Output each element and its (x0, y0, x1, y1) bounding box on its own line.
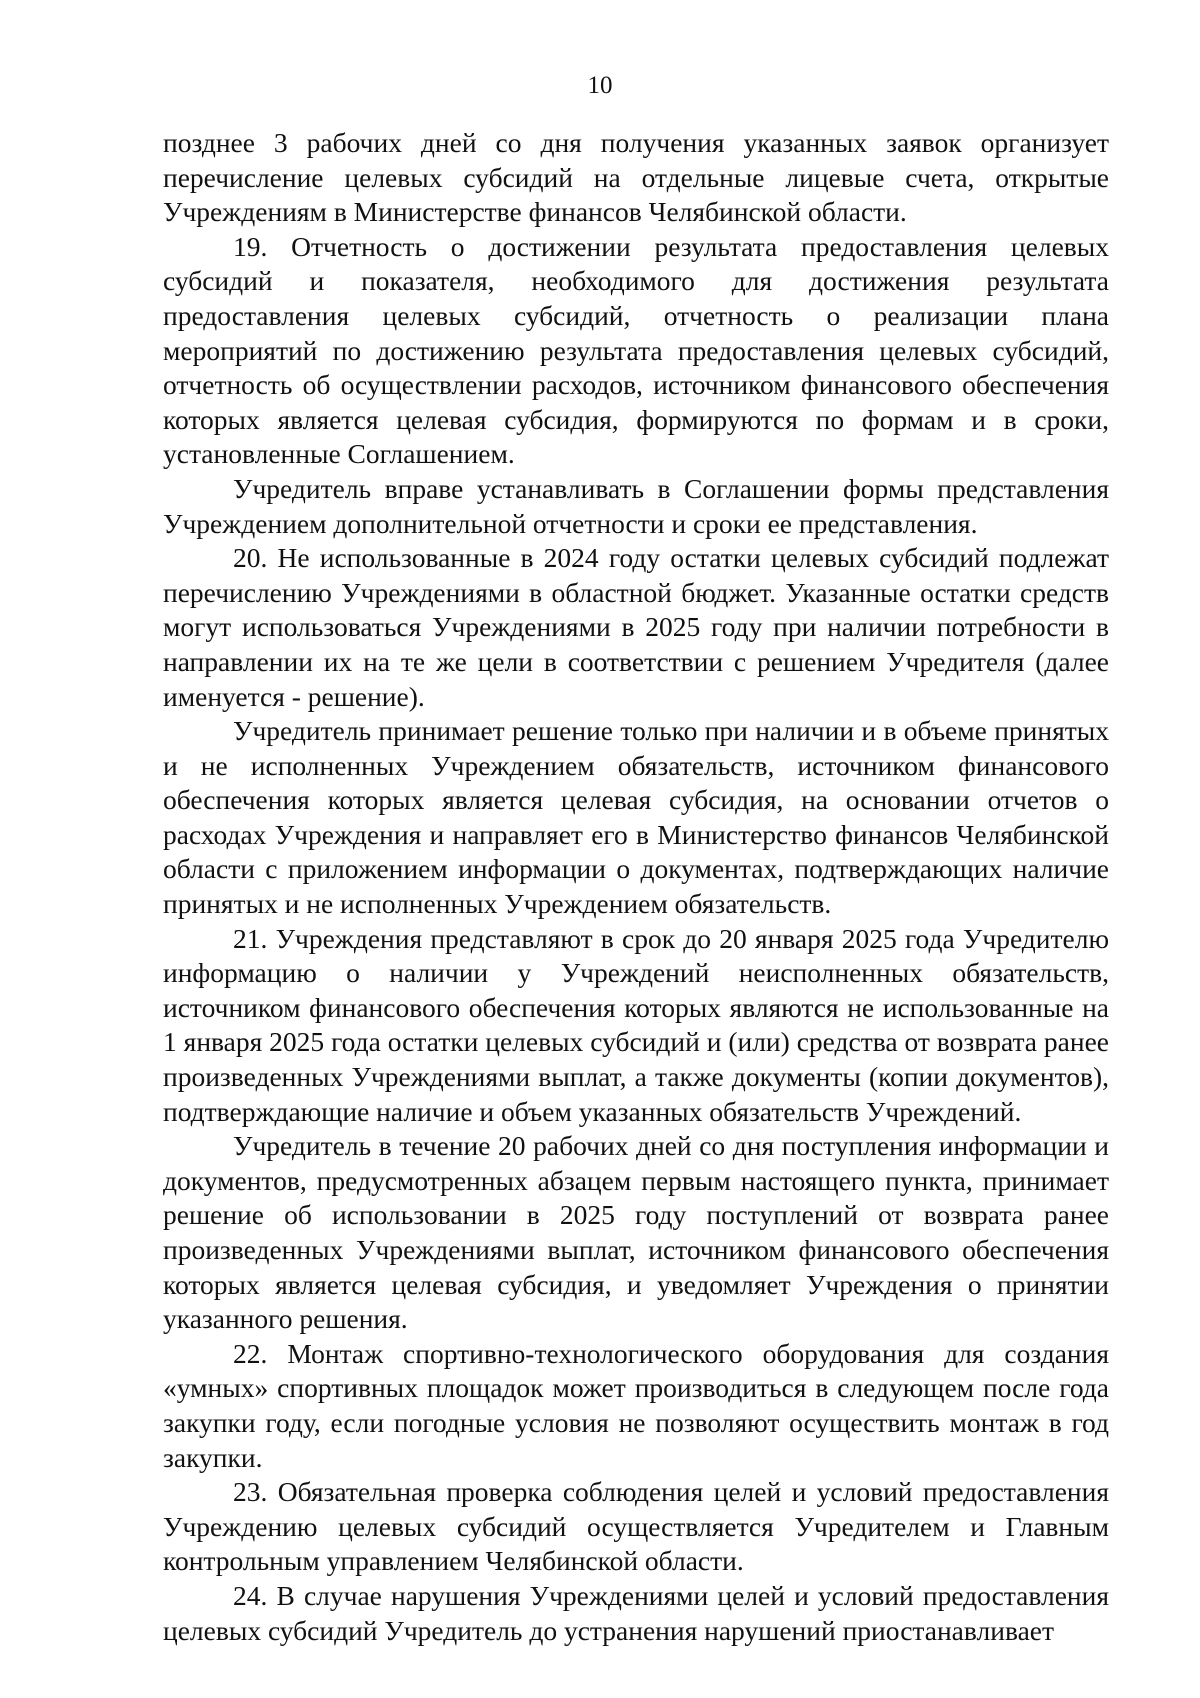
page-number: 10 (587, 72, 613, 99)
paragraph-item-22: 22. Монтаж спортивно-технологического оборудования для создания «умных» спортивных площадок может производиться в следующем после года закупки году, если погодные условия не позволяют осуществить монтаж в год закупки. (163, 1337, 1109, 1473)
document-body (163, 126, 1109, 1648)
paragraph-item-20-addendum: Учредитель принимает решение только при наличии и в объеме принятых и не исполненных Учреждением обязательств, источником финансового обеспечения которых является целевая субсидия, на основании отчетов о расходах Учреждения и направляет его в Министерство финансов Челябинской области с приложением информации о документах, подтверждающих наличие принятых и не исполненных Учреждением обязательств. (163, 715, 1109, 920)
paragraph-item-24: 24. В случае нарушения Учреждениями целей и условий предоставления целевых субсидий Учредитель до устранения нарушений приостанавливает (163, 1579, 1109, 1646)
paragraph-item-23: 23. Обязательная проверка соблюдения целей и условий предоставления Учреждению целевых субсидий осуществляется Учредителем и Главным контрольным управлением Челябинской области. (163, 1476, 1109, 1577)
paragraph-item-19-addendum: Учредитель вправе устанавливать в Соглашении формы представления Учреждением дополнительной отчетности и сроки ее представления. (163, 472, 1109, 539)
paragraph-item-21: 21. Учреждения представляют в срок до 20 января 2025 года Учредителю информацию о наличии у Учреждений неисполненных обязательств, источником финансового обеспечения которых являются не использованные на 1 января 2025 года остатки целевых субсидий и (или) средства от возврата ранее произведенных Учреждениями выплат, а также документы (копии документов), подтверждающие наличие и объем указанных обязательств Учреждений. (163, 922, 1109, 1127)
paragraph-item-21-addendum: Учредитель в течение 20 рабочих дней со дня поступления информации и документов, предусмотренных абзацем первым настоящего пункта, принимает решение об использовании в 2025 году поступлений от возврата ранее произведенных Учреждениями выплат, источником финансового обеспечения которых является целевая субсидия, и уведомляет Учреждения о принятии указанного решения. (163, 1130, 1109, 1335)
paragraph-item-20: 20. Не использованные в 2024 году остатки целевых субсидий подлежат перечислению Учреждениями в областной бюджет. Указанные остатки средств могут использоваться Учреждениями в 2025 году при наличии потребности в направлении их на те же цели в соответствии с решением Учредителя (далее именуется - решение). (163, 542, 1109, 712)
paragraph-item-19: 19. Отчетность о достижении результата предоставления целевых субсидий и показателя, необходимого для достижения результата предоставления целевых субсидий, отчетность о реализации плана мероприятий по достижению результата предоставления целевых субсидий, отчетность об осуществлении расходов, источником финансового обеспечения которых является целевая субсидия, формируются по формам и в сроки, установленные Соглашением. (163, 230, 1109, 470)
paragraph-continuation: позднее 3 рабочих дней со дня получения указанных заявок организует перечисление целевых субсидий на отдельные лицевые счета, открытые Учреждениям в Министерстве финансов Челябинской области. (163, 127, 1109, 228)
